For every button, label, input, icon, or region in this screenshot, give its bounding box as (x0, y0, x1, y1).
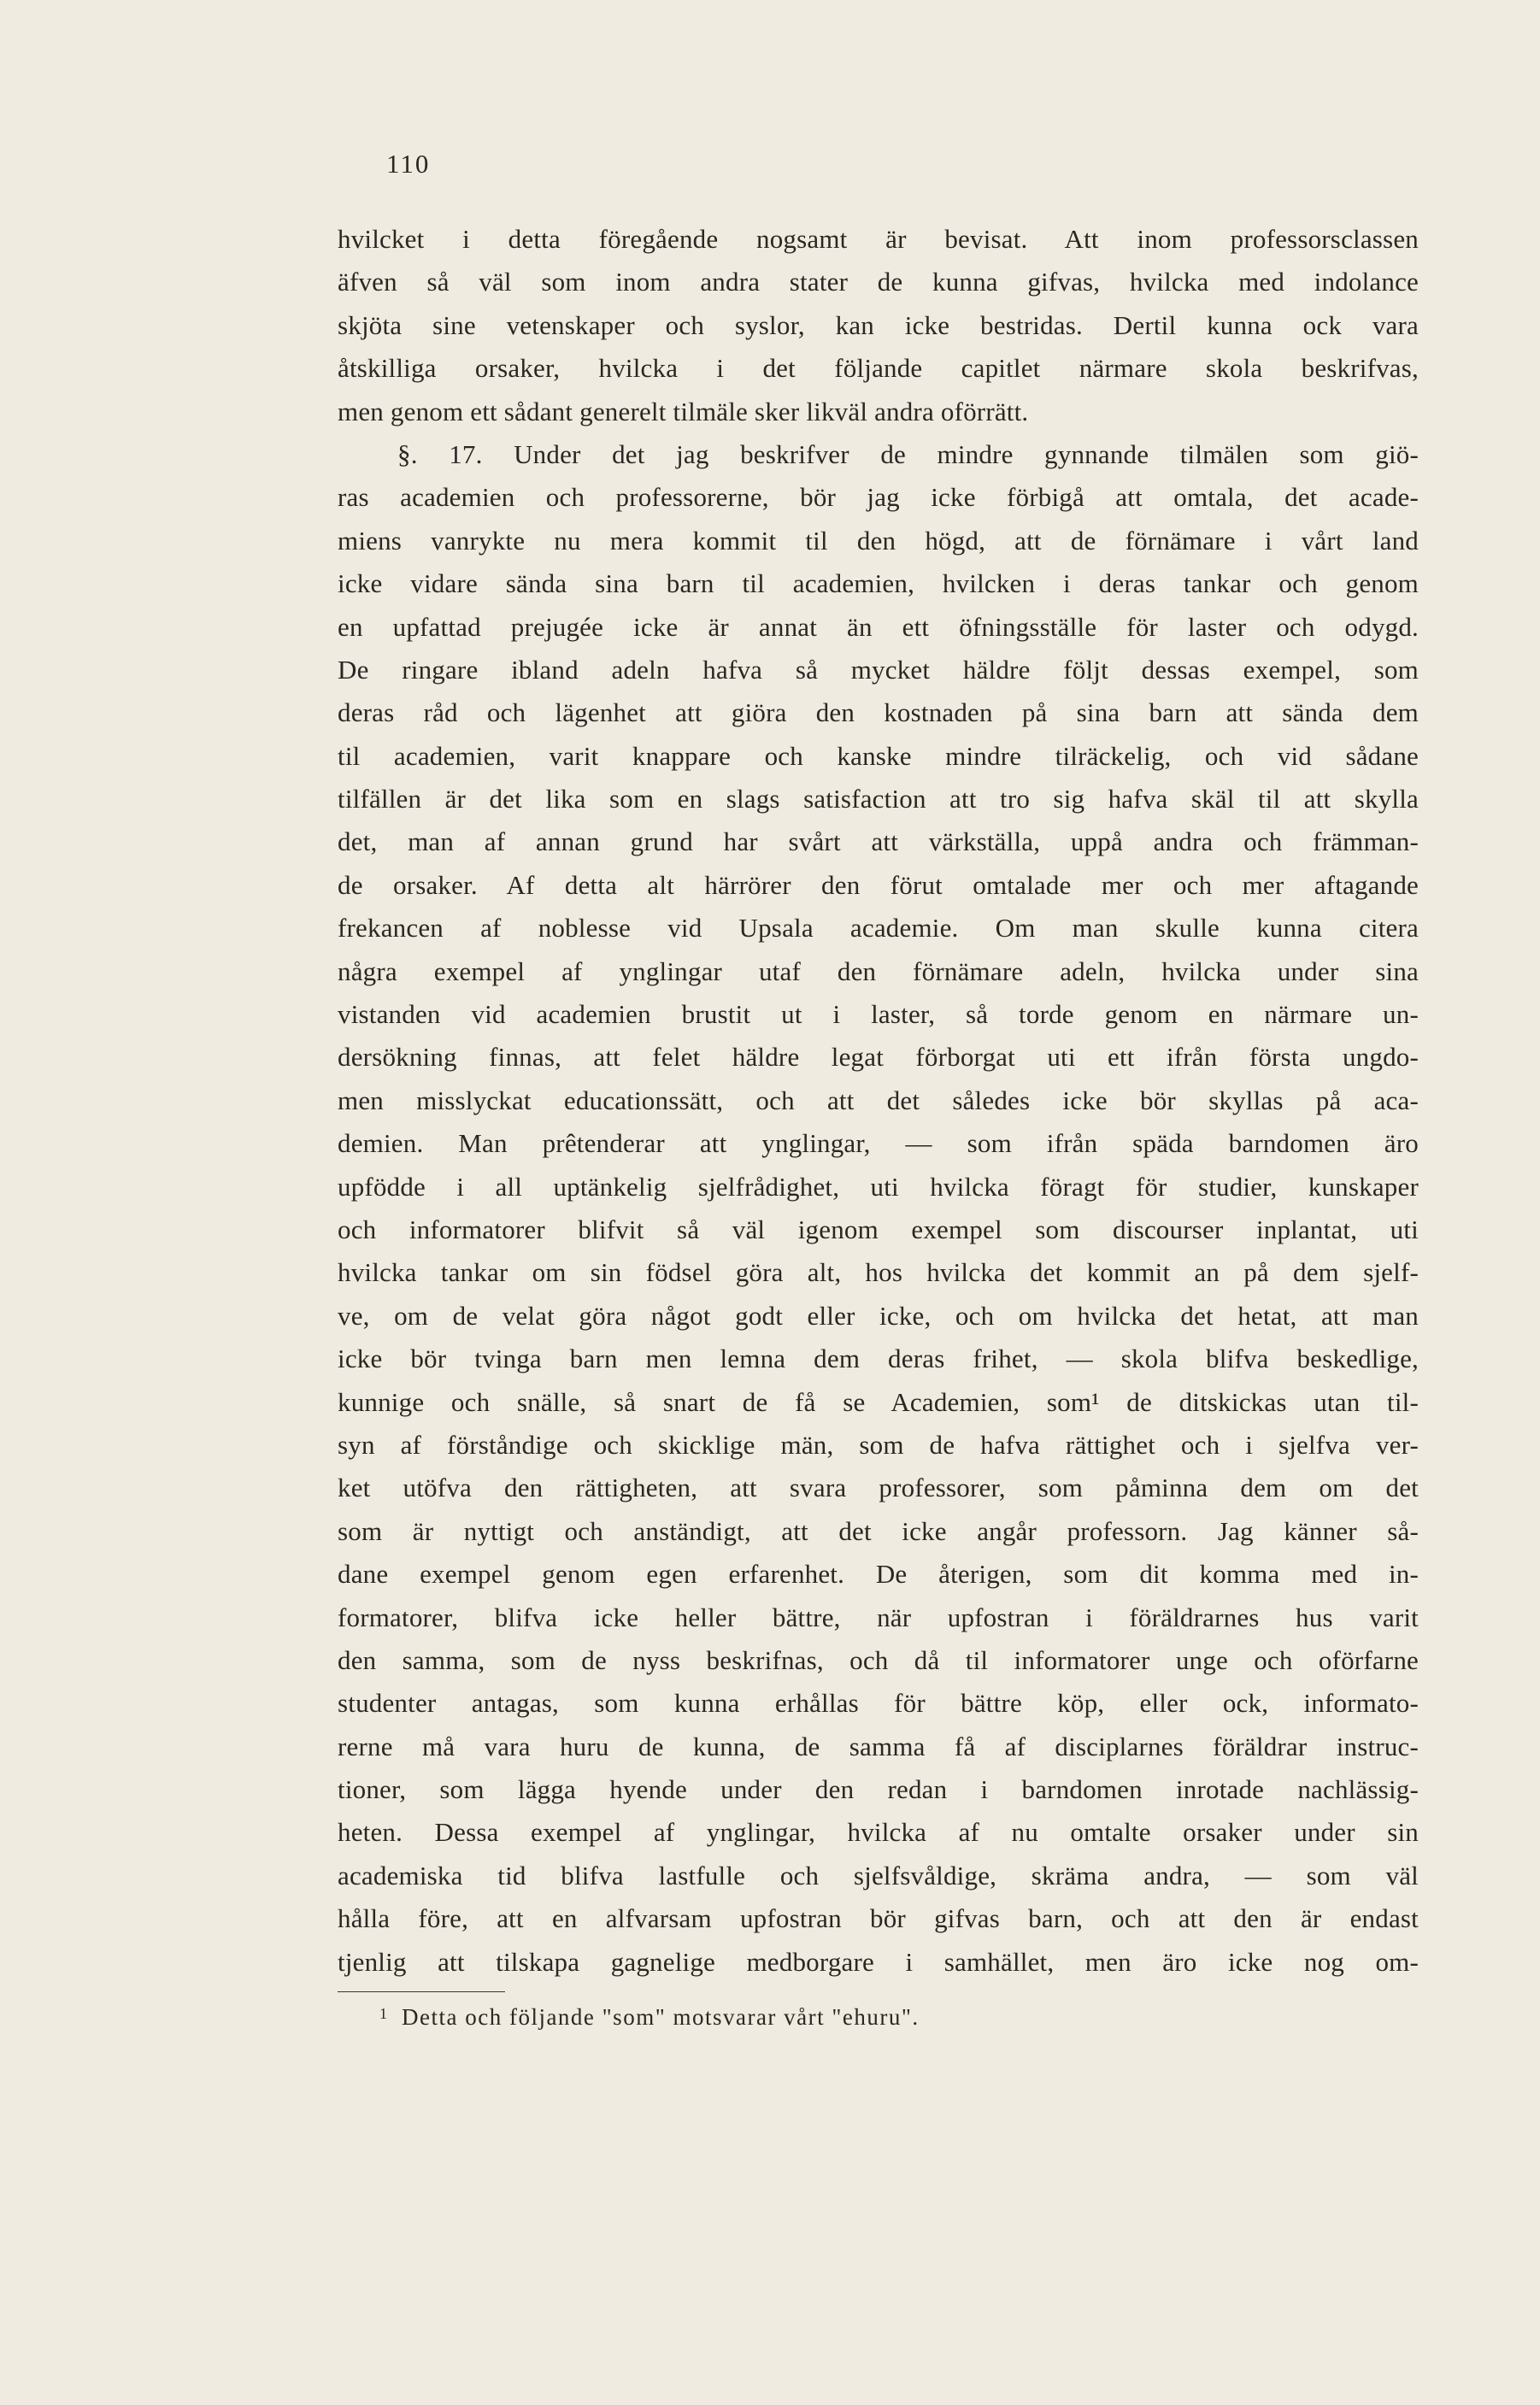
text-line: rerne må vara huru de kunna, de samma få af disciplarnes föräldrar instruc- (338, 1731, 1419, 1761)
body-text (338, 218, 1419, 1984)
text-line: icke vidare sända sina barn til academien, hvilcken i deras tankar och genom (338, 568, 1419, 599)
text-line: den samma, som de nyss beskrifnas, och då til informatorer unge och oförfarne (338, 1644, 1419, 1675)
text-line: frekancen af noblesse vid Upsala academie. Om man skulle kunna citera (338, 913, 1419, 944)
text-line: formatorer, blifva icke heller bättre, när upfostran i föräldrarnes hus varit (338, 1602, 1419, 1632)
text-line: icke bör tvinga barn men lemna dem deras frihet, — skola blifva beskedlige, (338, 1344, 1419, 1374)
text-line: tilfällen är det lika som en slags satisfaction att tro sig hafva skäl til att skylla (338, 784, 1419, 814)
footnote-marker: 1 (379, 2005, 389, 2022)
text-line: några exempel af ynglingar utaf den förnämare adeln, hvilcka under sina (338, 956, 1419, 986)
text-line: vistanden vid academien brustit ut i laster, så torde genom en närmare un- (338, 999, 1419, 1030)
footnote-text: Detta och följande "som" motsvarar vårt "ehuru". (402, 2004, 920, 2030)
footnote-divider (338, 1991, 505, 1992)
text-line: det, man af annan grund har svårt att värkställa, uppå andra och främman- (338, 826, 1419, 857)
text-line: dane exempel genom egen erfarenhet. De återigen, som dit komma med in- (338, 1559, 1419, 1590)
text-line: De ringare ibland adeln hafva så mycket häldre följt dessas exempel, som (338, 654, 1419, 685)
text-line: men genom ett sådant generelt tilmäle sker likväl andra oförrätt. (338, 396, 1029, 426)
text-line: de orsaker. Af detta alt härrörer den förut omtalade mer och mer aftagande (338, 869, 1419, 900)
text-line: syn af förståndige och skicklige män, som de hafva rättighet och i sjelfva ver- (338, 1429, 1419, 1460)
section-heading-line: §. 17. Under det jag beskrifver de mindre gynnande tilmälen som giö- (397, 438, 1419, 469)
page-number: 110 (386, 149, 431, 179)
text-line: som är nyttigt och anständigt, att det icke angår professorn. Jag känner så- (338, 1515, 1419, 1546)
text-line: hålla före, att en alfvarsam upfostran bör gifvas barn, och att den är endast (338, 1903, 1419, 1934)
footnote (379, 2000, 920, 2034)
text-line: tioner, som lägga hyende under den redan i barndomen inrotade nachlässig- (338, 1774, 1419, 1805)
text-line: ket utöfva den rättigheten, att svara professorer, som påminna dem om det (338, 1473, 1419, 1503)
text-line: til academien, varit knappare och kanske mindre tilräckelig, och vid sådane (338, 740, 1419, 771)
text-line: ve, om de velat göra något godt eller icke, och om hvilcka det hetat, att man (338, 1300, 1419, 1331)
text-line: miens vanrykte nu mera kommit til den högd, att de förnämare i vårt land (338, 525, 1419, 556)
text-line: åtskilliga orsaker, hvilcka i det följande capitlet närmare skola beskrifvas, (338, 353, 1419, 384)
text-line: upfödde i all uptänkelig sjelfrådighet, uti hvilcka föragt för studier, kunskaper (338, 1171, 1419, 1202)
text-line: deras råd och lägenhet att giöra den kostnaden på sina barn att sända dem (338, 697, 1419, 728)
text-line: heten. Dessa exempel af ynglingar, hvilcka af nu omtalte orsaker under sin (338, 1817, 1419, 1848)
text-line: en upfattad prejugée icke är annat än ett öfningsställe för laster och odygd. (338, 611, 1419, 642)
text-line: skjöta sine vetenskaper och syslor, kan icke bestridas. Dertil kunna ock vara (338, 309, 1419, 340)
text-line: dersökning finnas, att felet häldre legat förborgat uti ett ifrån första ungdo- (338, 1042, 1419, 1073)
text-line: studenter antagas, som kunna erhållas för bättre köp, eller ock, informato- (338, 1688, 1419, 1719)
text-line: hvilcka tankar om sin födsel göra alt, hos hvilcka det kommit an på dem sjelf- (338, 1257, 1419, 1288)
text-line: kunnige och snälle, så snart de få se Academien, som¹ de ditskickas utan til- (338, 1386, 1419, 1417)
text-line: hvilcket i detta föregående nogsamt är bevisat. Att inom professorsclassen (338, 224, 1419, 254)
text-line: äfven så väl som inom andra stater de kunna gifvas, hvilcka med indolance (338, 267, 1419, 297)
text-line: ras academien och professorerne, bör jag icke förbigå att omtala, det acade- (338, 482, 1419, 513)
text-line: tjenlig att tilskapa gagnelige medborgare i samhället, men äro icke nog om- (338, 1946, 1419, 1977)
text-line: academiska tid blifva lastfulle och sjelfsvåldige, skräma andra, — som väl (338, 1860, 1419, 1890)
text-line: demien. Man prêtenderar att ynglingar, — som ifrån späda barndomen äro (338, 1128, 1419, 1159)
text-line: och informatorer blifvit så väl igenom exempel som discourser inplantat, uti (338, 1214, 1419, 1244)
text-line: men misslyckat educationssätt, och att det således icke bör skyllas på aca- (338, 1085, 1419, 1115)
